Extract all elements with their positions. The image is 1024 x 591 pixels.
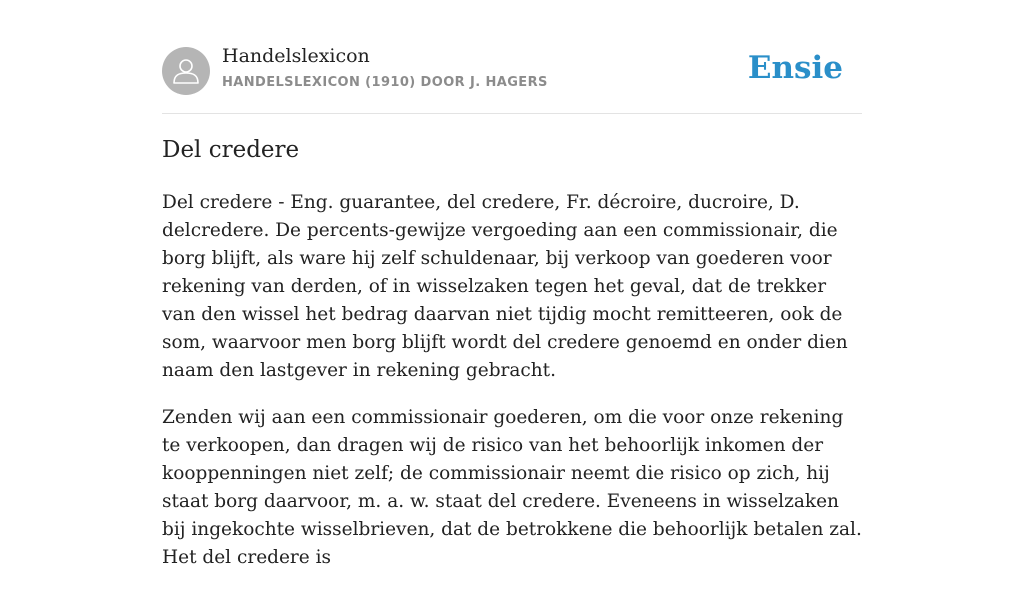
- article-paragraph-2: Zenden wij aan een commissionair goederen, om die voor onze rekening te verkoopen, dan dragen wij de risico van het behoorlijk inkomen der kooppenningen niet zelf; de commissionair neemt die risico op zich, hij staat borg daarvoor, m. a. w. staat del credere. Eveneens in wisselzaken bij ingekochte wisselbrieven, dat de betrokkene die behoorlijk betalen zal. Het del credere is: [162, 407, 862, 568]
- article-paragraph-1: Del credere - Eng. guarantee, del credere, Fr. décroire, ducroire, D. delcredere. De percents-gewijze vergoeding aan een commissionair, die borg blijft, als ware hij zelf schuldenaar, bij verkoop van goederen voor rekening van derden, of in wisselzaken tegen het geval, dat de trekker van den wissel het bedrag daarvan niet tijdig mocht remitteeren, ook de som, waarvoor men borg blijft wordt del credere genoemd en onder dien naam den lastgever in rekening gebracht.: [162, 192, 848, 381]
- ensie-logo-link[interactable]: Ensie: [747, 50, 843, 86]
- article-body: [162, 189, 862, 591]
- source-name-link[interactable]: Handelslexicon: [222, 45, 370, 67]
- source-header: [162, 0, 862, 114]
- article-page: [162, 0, 862, 568]
- article-title: Del credere: [162, 137, 300, 163]
- source-subtitle: HANDELSLEXICON (1910) DOOR J. HAGERS: [222, 75, 548, 90]
- user-avatar-icon[interactable]: [162, 47, 210, 95]
